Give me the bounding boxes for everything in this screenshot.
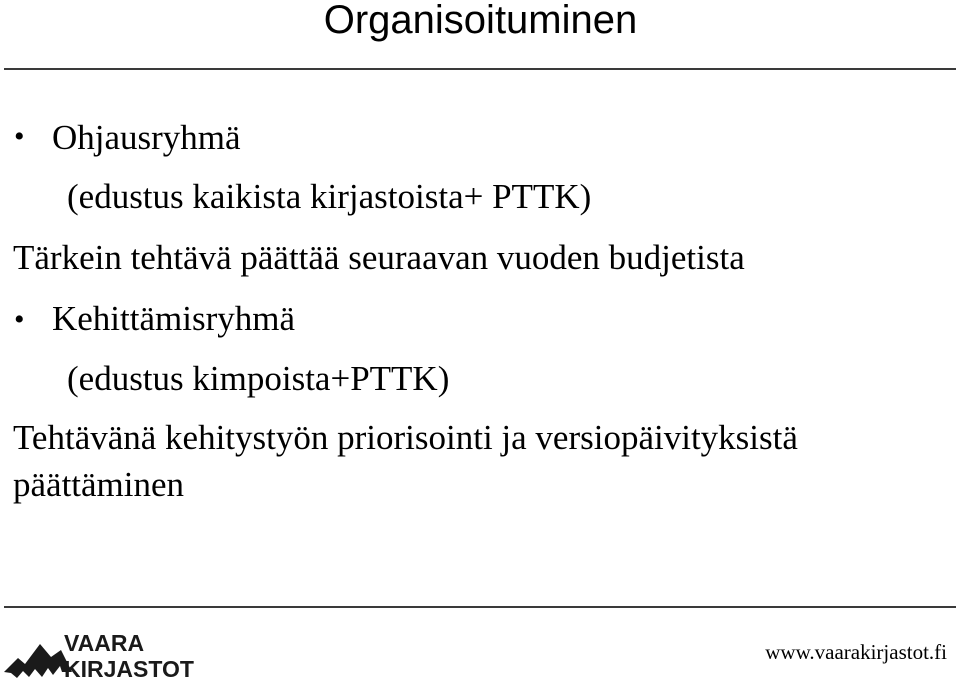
footer-divider <box>4 606 956 608</box>
kehittamisryhma-task-continued: päättäminen <box>13 465 185 504</box>
kehittamisryhma-detail: (edustus kimpoista+PTTK) <box>67 359 450 398</box>
logo-line-1: VAARA <box>64 630 145 656</box>
heading-ohjausryhma: Ohjausryhmä <box>52 118 241 157</box>
bullet-marker: • <box>14 120 25 153</box>
bullet-marker: • <box>14 303 25 336</box>
title-divider <box>4 68 956 70</box>
website-link[interactable]: www.vaarakirjastot.fi <box>765 640 947 664</box>
slide-title: Organisoituminen <box>323 0 638 42</box>
kehittamisryhma-task: Tehtävänä kehitystyön priorisointi ja versiopäivityksistä <box>13 418 798 457</box>
vaara-kirjastot-logo <box>4 628 209 680</box>
mountain-icon <box>4 644 72 678</box>
ohjausryhma-detail: (edustus kaikista kirjastoista+ PTTK) <box>67 177 592 216</box>
logo-line-2: KIRJASTOT <box>64 656 194 680</box>
heading-kehittamisryhma: Kehittämisryhmä <box>52 299 296 338</box>
ohjausryhma-task: Tärkein tehtävä päättää seuraavan vuoden budjetista <box>13 238 745 277</box>
